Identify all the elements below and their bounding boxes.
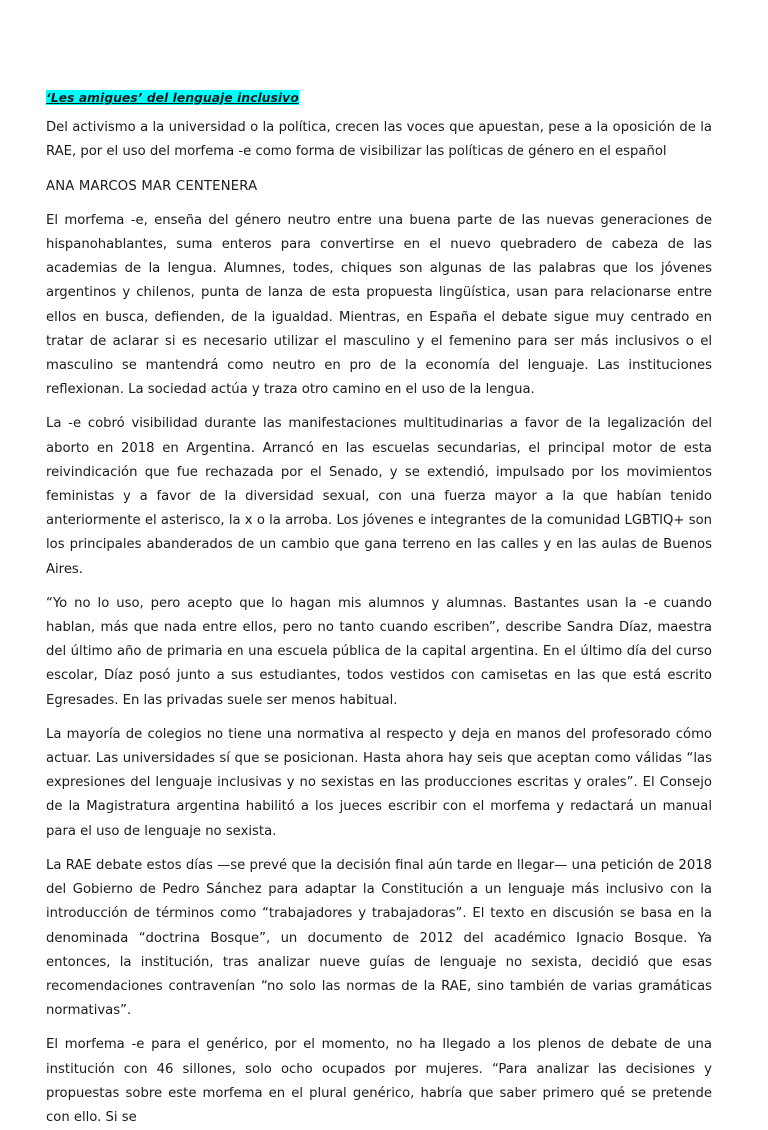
paragraph-2: La -e cobró visibilidad durante las manifestaciones multitudinarias a favor de la legalización del aborto en 2018 en Argentina. Arrancó en las escuelas secundarias, el principal motor de esta reivindicación que fue rechazada por el Senado, y se extendió, impulsado por los movimientos feministas y a favor de la diversidad sexual, con una fuerza mayor a la que habían tenido anteriormente el asterisco, la x o la arroba. Los jóvenes e integrantes de la comunidad LGBTIQ+ son los principales abanderados de un cambio que gana terreno en las calles y en las aulas de Buenos Aires. [46, 416, 712, 577]
article-subtitle: Del activismo a la universidad o la política, crecen las voces que apuestan, pese a la oposición de la RAE, por el uso del morfema -e como forma de visibilizar las políticas de género en el español [46, 120, 712, 160]
paragraph-3: “Yo no lo uso, pero acepto que lo hagan mis alumnos y alumnas. Bastantes usan la -e cuando hablan, más que nada entre ellos, pero no tanto cuando escriben”, describe Sandra Díaz, maestra del último año de primaria en una escuela pública de la capital argentina. En el último día del curso escolar, Díaz posó junto a sus estudiantes, todos vestidos con camisetas en las que está escrito Egresades. En las privadas suele ser menos habitual. [46, 595, 712, 708]
paragraph-6: El morfema -e para el genérico, por el momento, no ha llegado a los plenos de debate de una institución con 46 sillones, solo ocho ocupados por mujeres. “Para analizar las decisiones y propuestas sobre este morfema en el plural genérico, habría que saber primero qué se pretende con ello. Si se [46, 1037, 712, 1125]
title-highlight: ‘Les amigues’ del lenguaje inclusivo [46, 90, 299, 105]
article-authors: ANA MARCOS MAR CENTENERA [46, 178, 258, 194]
article-title [46, 86, 712, 110]
paragraph-4: La mayoría de colegios no tiene una normativa al respecto y deja en manos del profesorado cómo actuar. Las universidades sí que se posicionan. Hasta ahora hay seis que aceptan como válidas “las expresiones del lenguaje inclusivas y no sexistas en las producciones escritas y orales”. El Consejo de la Magistratura argentina habilitó a los jueces escribir con el morfema y redactará un manual para el uso de lenguaje no sexista. [46, 726, 712, 839]
paragraph-1: El morfema -e, enseña del género neutro entre una buena parte de las nuevas generaciones de hispanohablantes, suma enteros para convertirse en el nuevo quebradero de cabeza de las academias de la lengua. Alumnes, todes, chiques son algunas de las palabras que los jóvenes argentinos y chilenos, punta de lanza de esta propuesta lingüística, usan para relacionarse entre ellos en busca, defienden, de la igualdad. Mientras, en España el debate sigue muy centrado en tratar de aclarar si es necesario utilizar el masculino y el femenino para ser más inclusivos o el masculino se mantendrá como neutro en pro de la economía del lenguaje. Las instituciones reflexionan. La sociedad actúa y traza otro camino en el uso de la lengua. [46, 212, 712, 398]
paragraph-5: La RAE debate estos días —se prevé que la decisión final aún tarde en llegar— una petición de 2018 del Gobierno de Pedro Sánchez para adaptar la Constitución a un lenguaje más inclusivo con la introducción de términos como “trabajadores y trabajadoras”. El texto en discusión se basa en la denominada “doctrina Bosque”, un documento de 2012 del académico Ignacio Bosque. Ya entonces, la institución, tras analizar nueve guías de lenguaje no sexista, decidió que esas recomendaciones contravenían “no solo las normas de la RAE, sino también de varias gramáticas normativas”. [46, 857, 712, 1019]
document-page [46, 86, 712, 1125]
